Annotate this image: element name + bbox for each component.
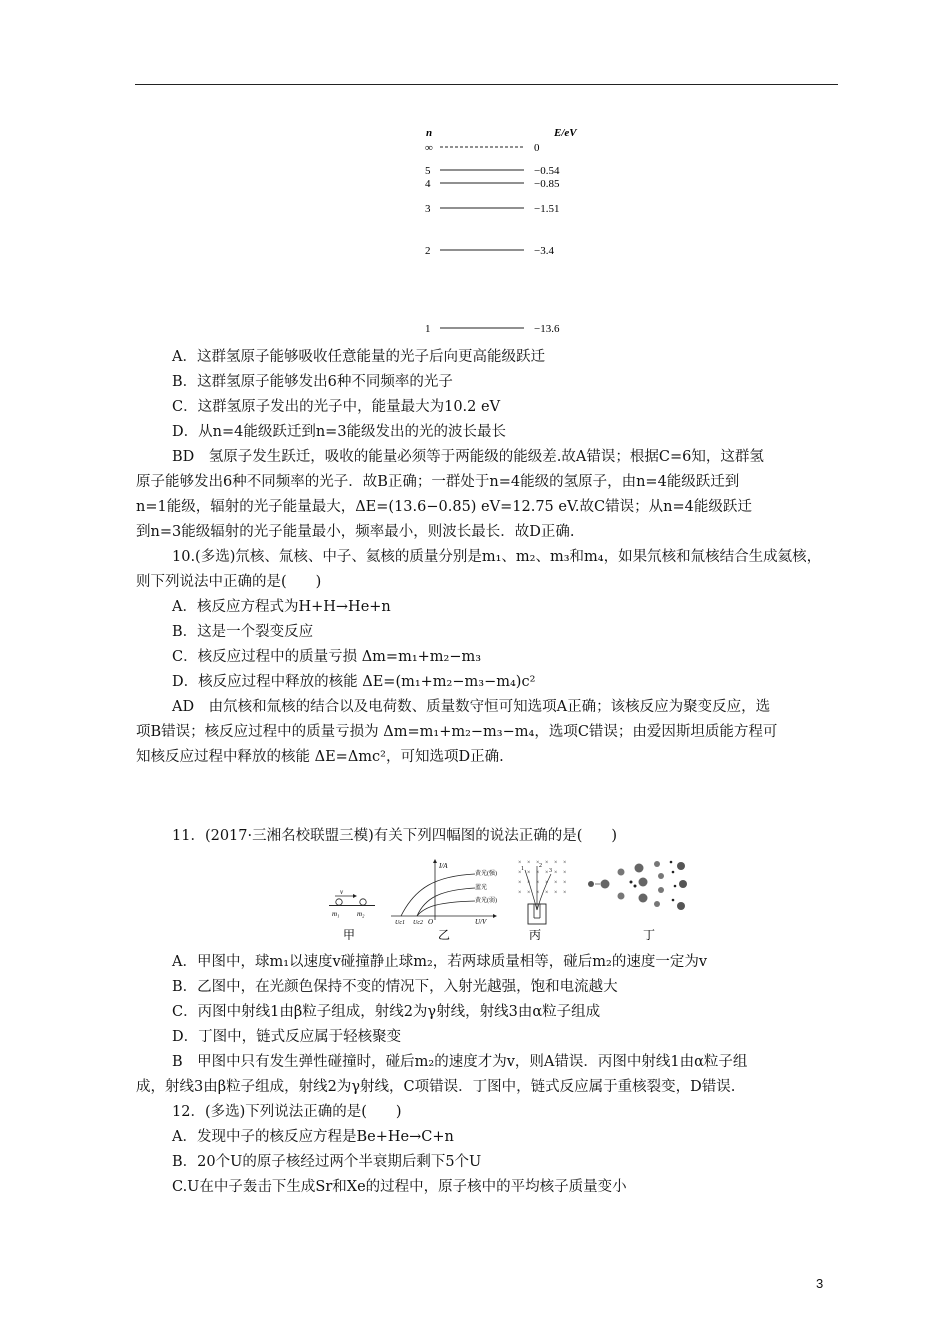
q9-answer-line: BD 氢原子发生跃迁，吸收的能量必须等于两能级的能级差.故A错误；根据C=6知，这群氢 [172,449,764,465]
ray-2-label: 2 [539,863,542,869]
page-number: 3 [816,1276,824,1291]
q10-option-d: D．核反应过程中释放的核能 ΔE=(m₁+m₂−m₃−m₄)c² [172,674,536,690]
q9-option-b: B．这群氢原子能够发出6种不同频率的光子 [172,374,453,390]
level-n-label: 5 [425,165,431,177]
field-x-mark: × [527,880,531,886]
field-x-mark: × [518,860,522,866]
level-n-label: 3 [425,203,431,215]
level-energy-label: −13.6 [534,323,560,335]
level-n-label: 1 [425,323,431,335]
level-energy-label: −0.85 [534,178,560,190]
q11-option-a: A．甲图中，球m₁以速度v碰撞静止球m₂，若两球质量相等，碰后m₂的速度一定为v [172,954,708,970]
q10-answer-line: 知核反应过程中释放的核能 ΔE=Δmc²，可知选项D正确. [136,749,504,765]
yi-ylabel: I/A [439,862,448,870]
ray-3-label: 3 [549,868,552,874]
energy-level-diagram [420,124,600,339]
q12-option-c: C.U在中子轰击下生成Sr和Xe的过程中，原子核中的平均核子质量变小 [172,1179,627,1195]
field-x-mark: × [545,890,549,896]
q9-option-d: D．从n=4能级跃迁到n=3能级发出的光的波长最长 [172,424,507,440]
field-x-mark: × [536,880,540,886]
field-x-mark: × [545,870,549,876]
e-axis-label: E/eV [554,127,577,139]
field-x-mark: × [554,860,558,866]
field-x-mark: × [518,880,522,886]
figure-yi [391,859,497,940]
field-x-mark: × [536,890,540,896]
level-energy-label: −0.54 [534,165,560,177]
figure-bing [518,860,566,940]
q12-stem: 12．(多选)下列说法正确的是( ) [172,1104,402,1120]
m2-label: m₂ [357,910,365,918]
q9-answer-line: 到n=3能级辐射的光子能量最小，频率最小，则波长最长．故D正确. [136,524,575,540]
field-x-mark: × [554,870,558,876]
field-x-mark: × [518,890,522,896]
level-energy-label: −1.51 [534,203,560,215]
yi-xlabel: U/V [475,918,487,926]
q11-option-b: B．乙图中，在光颜色保持不变的情况下，入射光越强，饱和电流越大 [172,979,618,995]
q9-option-c: C．这群氢原子发出的光子中，能量最大为10.2 eV [172,399,501,415]
level-n-label: ∞ [425,142,433,154]
m1-label: m₁ [332,910,340,918]
q10-option-a: A．核反应方程式为H+H→He+n [172,599,391,615]
field-x-mark: × [518,870,522,876]
q10-option-b: B．这是一个裂变反应 [172,624,314,640]
figure-label-ding: 丁 [643,928,656,940]
ray-1-label: 1 [521,866,524,872]
q11-option-c: C．丙图中射线1由β粒子组成，射线2为γ射线，射线3由α粒子组成 [172,1004,601,1020]
level-energy-label: 0 [534,142,540,154]
field-x-mark: × [545,860,549,866]
q10-answer-line: 项B错误；核反应过程中的质量亏损为 Δm=m₁+m₂−m₃−m₄，选项C错误；由爱因斯坦质能方程可 [136,724,778,740]
figure-jia [329,888,375,940]
header-rule [135,84,838,85]
field-x-mark: × [554,890,558,896]
field-x-mark: × [527,890,531,896]
figure-label-bing: 丙 [529,928,542,940]
field-x-mark: × [563,860,567,866]
q11-answer-line: 成，射线3由β粒子组成，射线2为γ射线，C项错误．丁图中，链式反应属于重核裂变，D错误. [136,1079,736,1095]
q9-answer-line: 原子能够发出6种不同频率的光子．故B正确；一群处于n=4能级的氢原子，由n=4能级跃迁到 [136,474,740,490]
field-x-mark: × [536,870,540,876]
q10-answer-line: AD 由氘核和氚核的结合以及电荷数、质量数守恒可知选项A正确；该核反应为聚变反应，选 [172,699,771,715]
n-axis-label: n [426,127,433,139]
field-x-mark: × [545,880,549,886]
yi-origin: O [428,918,434,926]
q11-four-figures [325,858,695,940]
curve-label-blue: 蓝光 [475,885,488,891]
field-x-mark: × [563,880,567,886]
q10-stem: 则下列说法中正确的是( ) [136,574,322,590]
level-n-label: 4 [425,178,431,190]
curve-label-yellow-strong: 黄光(强) [475,871,497,877]
q11-stem: 11．(2017·三湘名校联盟三模)有关下列四幅图的说法正确的是( ) [172,828,618,844]
field-x-mark: × [536,860,540,866]
figure-label-jia: 甲 [343,928,356,940]
q10-option-c: C．核反应过程中的质量亏损 Δm=m₁+m₂−m₃ [172,649,482,665]
velocity-label: v [340,888,344,896]
field-x-mark: × [527,860,531,866]
level-n-label: 2 [425,245,431,257]
yi-uc2: Uc2 [413,920,423,926]
q11-option-d: D．丁图中，链式反应属于轻核聚变 [172,1029,402,1045]
q9-answer-line: n=1能级，辐射的光子能量最大，ΔE=(13.6−0.85) eV=12.75 eV.故C错误；从n=4能级跃迁 [136,499,752,515]
curve-label-yellow-weak: 黄光(弱) [475,898,497,904]
q12-option-a: A．发现中子的核反应方程是Be+He→C+n [172,1129,454,1145]
figure-ding [588,861,687,940]
field-x-mark: × [527,870,531,876]
level-energy-label: −3.4 [534,245,554,257]
q9-option-a: A．这群氢原子能够吸收任意能量的光子后向更高能级跃迁 [172,349,545,365]
yi-uc1: Uc1 [395,920,405,926]
q10-stem: 10.(多选)氘核、氚核、中子、氦核的质量分别是m₁、m₂、m₃和m₄，如果氘核和氚核结合生成氦核， [172,549,822,565]
field-x-mark: × [563,870,567,876]
figure-label-yi: 乙 [438,928,451,940]
q12-option-b: B．20个U的原子核经过两个半衰期后剩下5个U [172,1154,482,1170]
q11-answer-line: B 甲图中只有发生弹性碰撞时，碰后m₂的速度才为v，则A错误．丙图中射线1由α粒子组 [172,1054,748,1070]
field-x-mark: × [563,890,567,896]
field-x-mark: × [554,880,558,886]
